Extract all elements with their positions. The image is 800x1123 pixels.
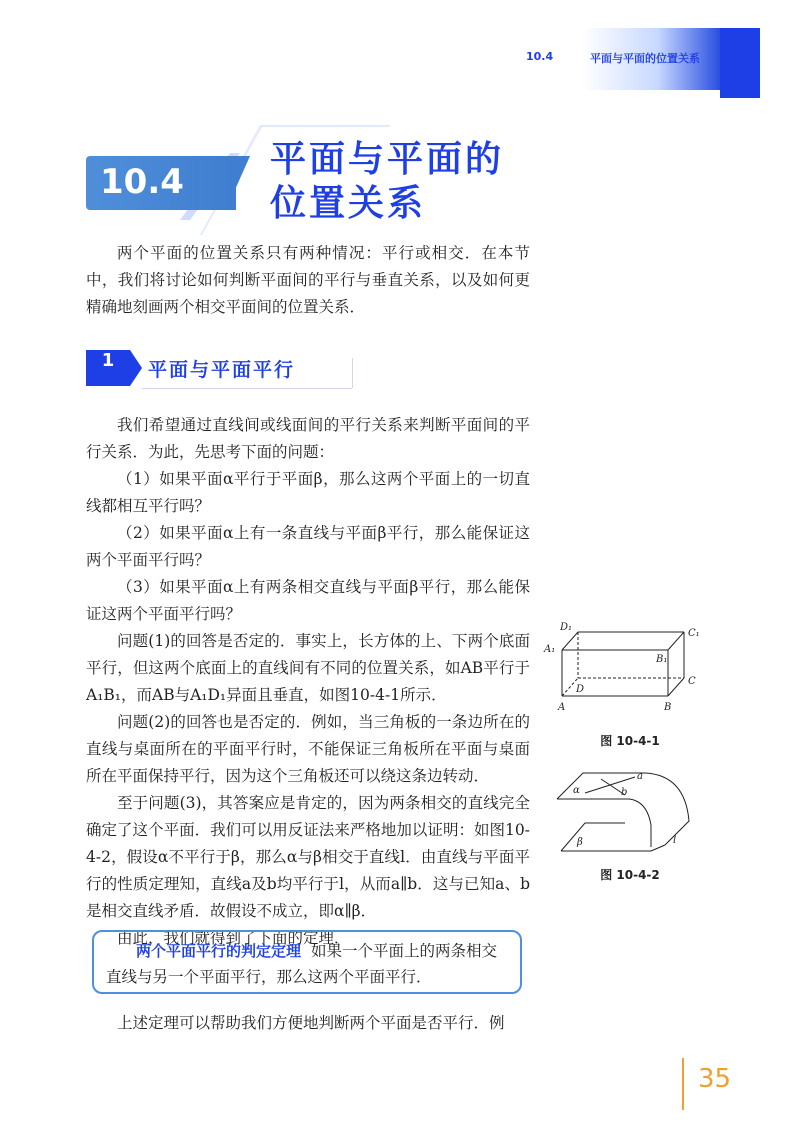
fig1-label: B (664, 702, 672, 713)
paragraph: 至于问题(3)，其答案应是肯定的，因为两条相交的直线完全确定了这个平面．我们可以用反证法来严格地加以证明：如图10-4-2，假设α不平行于β，那么α与β相交于直线l．由直线与平面平行的性质定理知，直线a及b均平行于l，从而a∥b．这与已知a、b是相交直线矛盾．故假设不成立，即α∥β． (86, 794, 530, 920)
intro-text: 两个平面的位置关系只有两种情况：平行或相交．在本节中，我们将讨论如何判断平面间的平行与垂直关系，以及如何更精确地刻画两个相交平面间的位置关系． (86, 244, 530, 316)
section-title (270, 138, 570, 226)
subsection-number: 1 (101, 350, 115, 371)
fig2-label: l (673, 835, 677, 846)
fig2-label: α (573, 785, 580, 796)
section-number: 10.4 (100, 162, 184, 202)
header-section-number: 10.4 (526, 50, 554, 63)
fig1-label: C₁ (688, 628, 700, 639)
paragraph: 问题(2)的回答也是否定的．例如，当三角板的一条边所在的直线与桌面所在的平面平行时，不能保证三角板所在平面与桌面所在平面保持平行，因为这个三角板还可以绕这条边转动． (86, 713, 530, 785)
intro-paragraph (86, 240, 530, 321)
subsection-number-box (86, 350, 130, 386)
figure-intersecting-planes (555, 765, 705, 857)
paragraph: 我们希望通过直线间或线面间的平行关系来判断平面间的平行关系．为此，先思考下面的问题： (86, 416, 530, 461)
body-text (86, 412, 530, 952)
theorem-box (92, 930, 522, 994)
section-title-line2: 位置关系 (270, 183, 427, 224)
paragraph: （2）如果平面α上有一条直线与平面β平行，那么能保证这两个平面平行吗？ (86, 524, 530, 569)
fig1-label: A₁ (544, 644, 556, 655)
running-header (470, 28, 760, 98)
fig1-label: D (576, 684, 585, 695)
fig2-label: a (637, 771, 643, 782)
fig1-label: B₁ (656, 654, 668, 665)
header-section-title: 平面与平面的位置关系 (590, 52, 700, 65)
paragraph: 上述定理可以帮助我们方便地判断两个平面是否平行．例 (117, 1014, 505, 1032)
paragraph: 问题(1)的回答是否定的．事实上，长方体的上、下两个底面平行，但这两个底面上的直线间有不同的位置关系，如AB平行于A₁B₁，而AB与A₁D₁异面且垂直，如图10-4-1所示． (86, 632, 530, 704)
subsection-side-line (352, 358, 353, 388)
badge-arrow-tail (226, 156, 250, 210)
figure-cuboid (540, 618, 720, 718)
paragraph: （3）如果平面α上有两条相交直线与平面β平行，那么能保证这两个平面平行吗？ (86, 578, 530, 623)
subsection-underline (142, 388, 352, 389)
subsection-title: 平面与平面平行 (148, 359, 296, 381)
page-number: 35 (698, 1064, 732, 1094)
fig1-label: D₁ (560, 622, 573, 633)
figure-caption: 图 10-4-1 (600, 734, 660, 748)
fig1-label: A (558, 702, 566, 713)
subsection-arrow (130, 350, 142, 386)
fig1-label: C (688, 676, 696, 687)
continuation-text (86, 1010, 530, 1037)
theorem-text: 如果一个平面上的两条相交直线与另一个平面平行，那么这两个平面平行． (106, 942, 498, 986)
paragraph: （1）如果平面α平行于平面β，那么这两个平面上的一切直线都相互平行吗？ (86, 470, 530, 515)
page-number-rule (682, 1058, 684, 1110)
fig2-label: b (621, 787, 628, 798)
subsection-heading (86, 350, 356, 390)
figure-caption: 图 10-4-2 (600, 868, 660, 882)
theorem-name: 两个平面平行的判定定理 (136, 942, 302, 960)
header-color-block (720, 28, 760, 98)
fig2-label: β (577, 837, 583, 848)
paragraph: 由此，我们就得到了下面的定理． (117, 929, 350, 947)
section-title-line1: 平面与平面的 (270, 139, 505, 180)
